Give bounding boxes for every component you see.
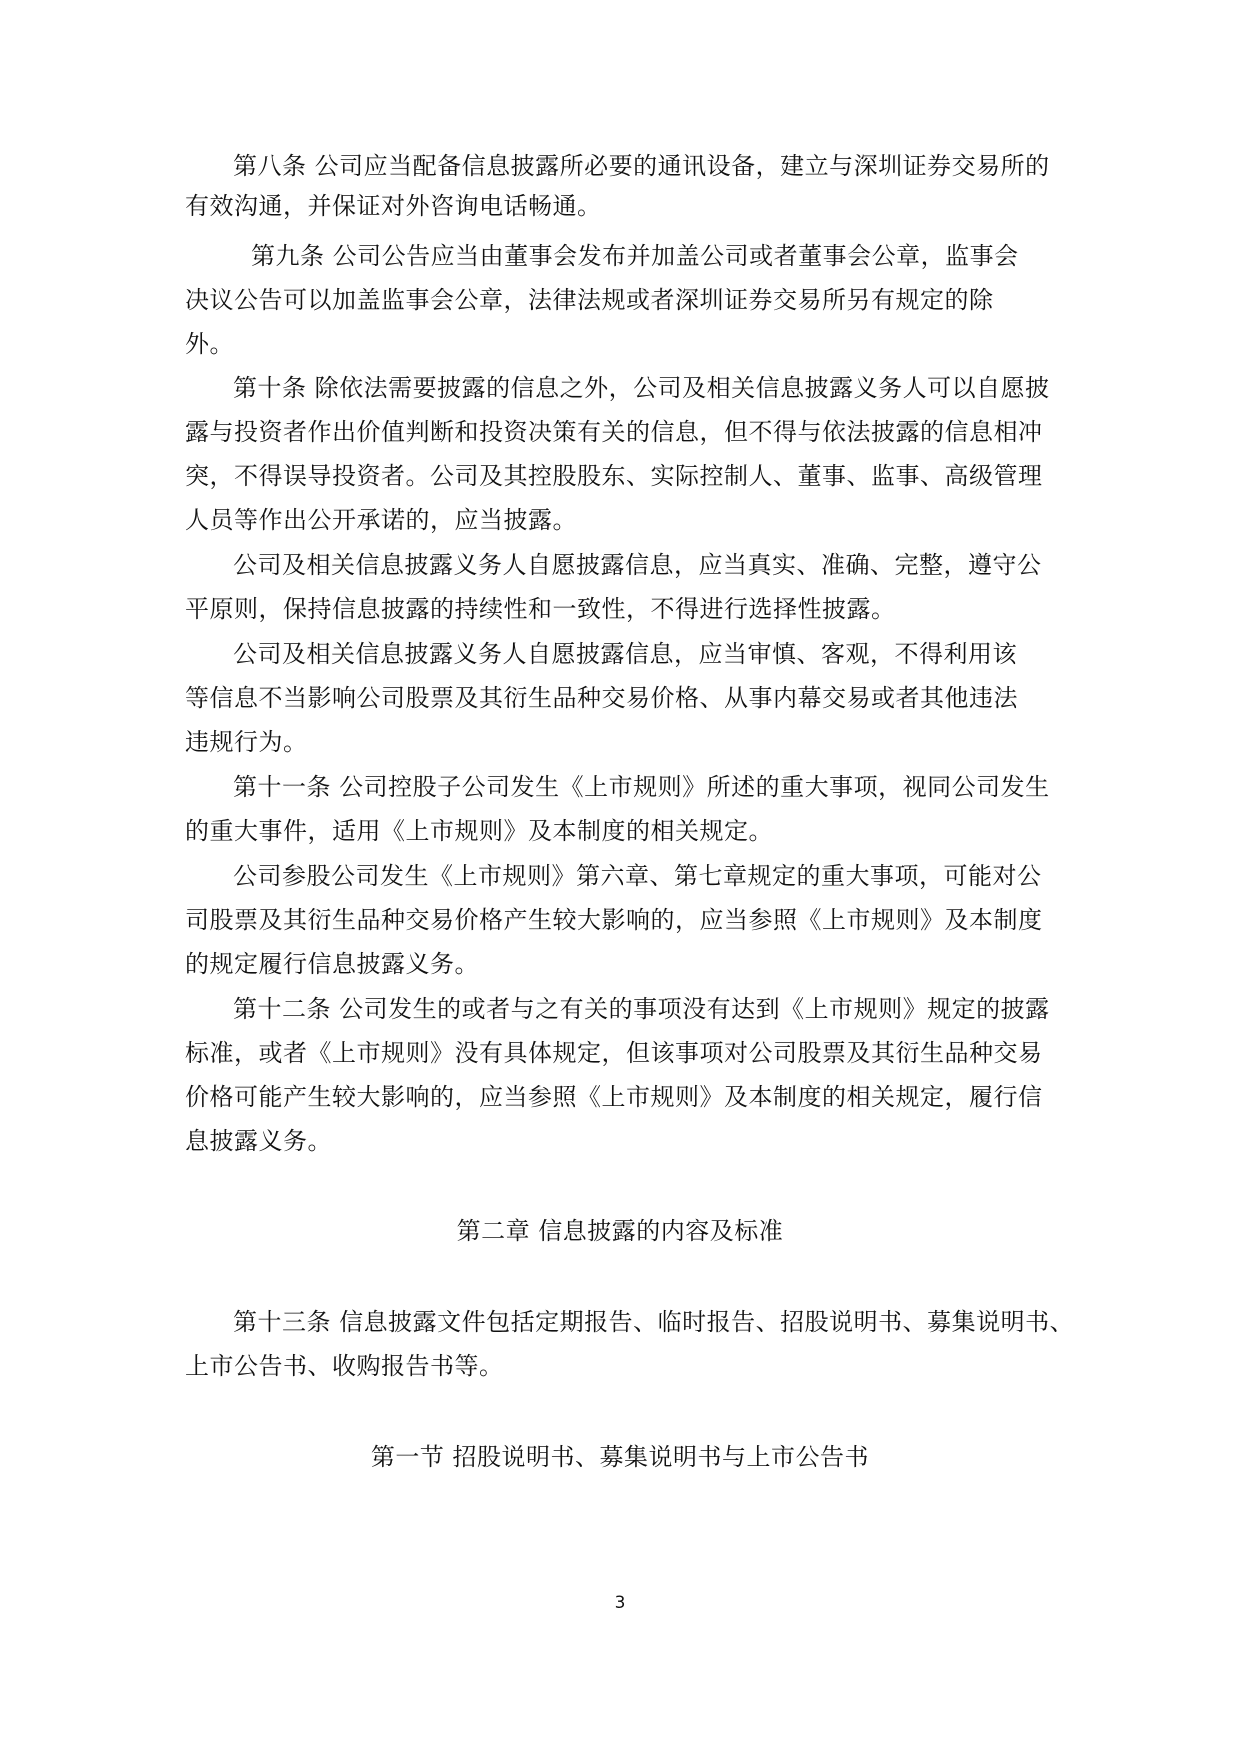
voluntary-disclosure-2-line-1: 公司及相关信息披露义务人自愿披露信息，应当审慎、客观，不得利用该 bbox=[233, 640, 1017, 668]
article-9-line-2: 决议公告可以加盖监事会公章，法律法规或者深圳证券交易所另有规定的除 bbox=[185, 286, 994, 314]
article-9-line-3: 外。 bbox=[185, 330, 234, 358]
article-11-line-2: 的重大事件，适用《上市规则》及本制度的相关规定。 bbox=[185, 817, 773, 845]
voluntary-disclosure-2-line-2: 等信息不当影响公司股票及其衍生品种交易价格、从事内幕交易或者其他违法 bbox=[185, 684, 1018, 712]
voluntary-disclosure-2-line-3: 违规行为。 bbox=[185, 728, 308, 756]
chapter-title: 第二章 信息披露的内容及标准 bbox=[456, 1217, 784, 1245]
article-11-line-1: 第十一条 公司控股子公司发生《上市规则》所述的重大事项，视同公司发生 bbox=[233, 773, 1050, 801]
voluntary-disclosure-1-line-1: 公司及相关信息披露义务人自愿披露信息，应当真实、准确、完整，遵守公 bbox=[233, 551, 1042, 579]
article-10-line-3: 突，不得误导投资者。公司及其控股股东、实际控制人、董事、监事、高级管理 bbox=[185, 462, 1043, 490]
voluntary-disclosure-1-line-2: 平原则，保持信息披露的持续性和一致性，不得进行选择性披露。 bbox=[185, 595, 896, 623]
article-12-line-2: 标准，或者《上市规则》没有具体规定，但该事项对公司股票及其衍生品种交易 bbox=[185, 1039, 1043, 1067]
affiliate-line-2: 司股票及其衍生品种交易价格产生较大影响的，应当参照《上市规则》及本制度 bbox=[185, 906, 1043, 934]
article-10-line-1: 第十条 除依法需要披露的信息之外，公司及相关信息披露义务人可以自愿披 bbox=[233, 374, 1050, 402]
article-10-line-4: 人员等作出公开承诺的，应当披露。 bbox=[185, 506, 577, 534]
article-13-line-1: 第十三条 信息披露文件包括定期报告、临时报告、招股说明书、募集说明书、 bbox=[233, 1308, 1075, 1336]
affiliate-line-1: 公司参股公司发生《上市规则》第六章、第七章规定的重大事项，可能对公 bbox=[233, 862, 1042, 890]
section-title: 第一节 招股说明书、募集说明书与上市公告书 bbox=[370, 1443, 870, 1471]
article-12-line-3: 价格可能产生较大影响的，应当参照《上市规则》及本制度的相关规定，履行信 bbox=[185, 1083, 1043, 1111]
article-12-line-1: 第十二条 公司发生的或者与之有关的事项没有达到《上市规则》规定的披露 bbox=[233, 995, 1050, 1023]
affiliate-line-3: 的规定履行信息披露义务。 bbox=[185, 950, 479, 978]
article-8-line-2: 有效沟通，并保证对外咨询电话畅通。 bbox=[185, 192, 602, 220]
article-10-line-2: 露与投资者作出价值判断和投资决策有关的信息，但不得与依法披露的信息相冲 bbox=[185, 418, 1043, 446]
article-12-line-4: 息披露义务。 bbox=[185, 1127, 332, 1155]
page-number: 3 bbox=[614, 1593, 626, 1613]
article-8-line-1: 第八条 公司应当配备信息披露所必要的通讯设备，建立与深圳证券交易所的 bbox=[233, 152, 1050, 180]
article-13-line-2: 上市公告书、收购报告书等。 bbox=[185, 1352, 504, 1380]
article-9-line-1: 第九条 公司公告应当由董事会发布并加盖公司或者董事会公章，监事会 bbox=[251, 242, 1019, 270]
